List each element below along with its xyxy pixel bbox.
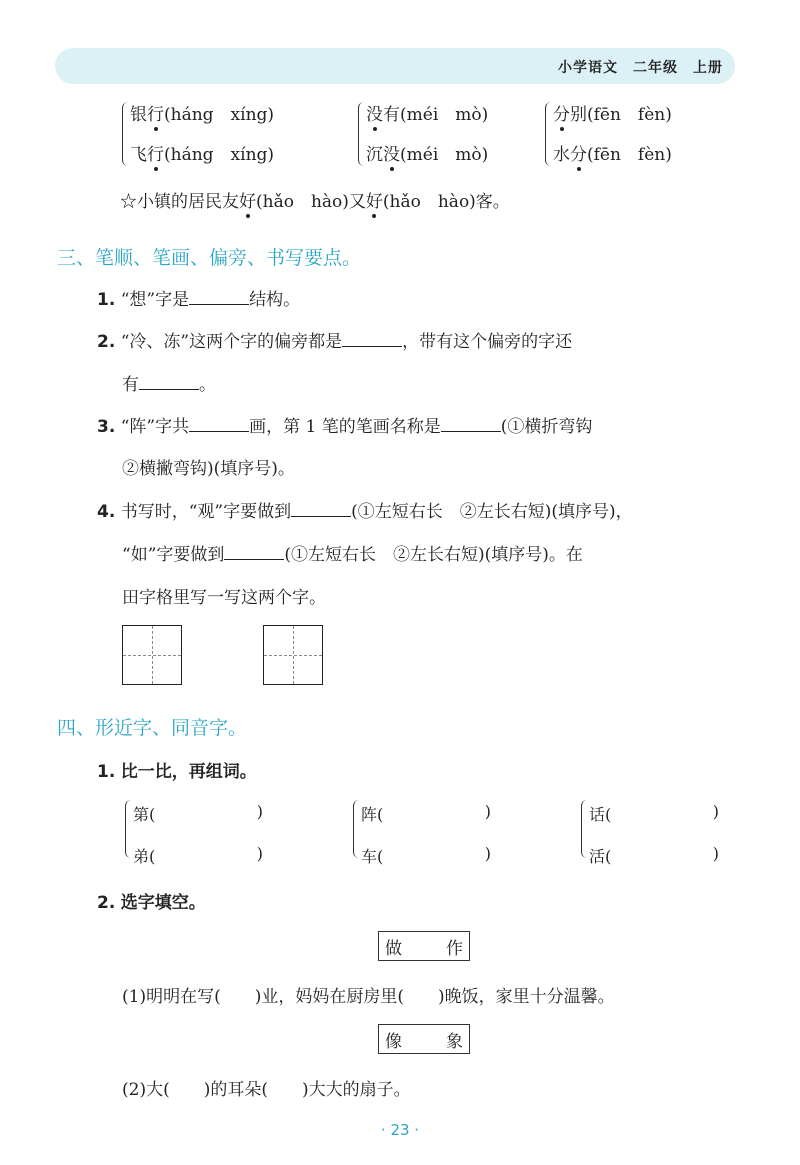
page-header-banner (55, 48, 735, 84)
word-text: 沉 (366, 145, 383, 165)
question-3-3: 3. “阵”字共 画，第 1 笔的笔画名称是 (①横折弯钩 (97, 417, 593, 437)
answer-blank[interactable] (139, 375, 199, 390)
choice-box-1: 做 作 (378, 931, 470, 961)
word-text: 飞 (130, 145, 147, 165)
question-4-1: 1. 比一比，再组词。 (97, 762, 257, 782)
question-3-4: 4. 书写时，“观”字要做到 (①左短右长 ②左长右短)(填序号)， (97, 502, 633, 522)
pinyin-options: 有(méi mò) (383, 105, 489, 125)
question-4-2: 2. 选字填空。 (97, 893, 206, 913)
section-3-title: 三、笔顺、笔画、偏旁、书写要点。 (57, 247, 362, 269)
page-number: · 23 · (380, 1121, 420, 1139)
answer-blank[interactable] (291, 502, 351, 517)
choice-box-2: 像 象 (378, 1024, 470, 1054)
brace-icon (545, 102, 552, 166)
answer-blank[interactable] (189, 417, 249, 432)
header-title: 小学语文 二年级 上册 (558, 60, 723, 76)
word-text: 银 (130, 105, 147, 125)
dotted-char: 没 (366, 105, 383, 125)
brace-icon (358, 102, 365, 166)
brace-icon (125, 800, 132, 858)
pinyin-options: (háng xíng) (164, 145, 275, 165)
section-4-title: 四、形近字、同音字。 (57, 717, 248, 739)
dotted-char: 行 (147, 145, 164, 165)
dotted-char: 好 (365, 192, 383, 212)
pinyin-options: (méi mò) (400, 145, 489, 165)
star-question: ☆小镇的居民友好(hǎo hào)又好(hǎo hào)客。 (120, 192, 510, 212)
question-3-2: 2. “冷、冻”这两个字的偏旁都是 ，带有这个偏旁的字还 (97, 332, 573, 352)
question-3-4-cont2: 田字格里写一写这两个字。 (122, 588, 326, 608)
tianzige-grid-1[interactable] (122, 625, 182, 685)
dotted-char: 分 (553, 105, 570, 125)
answer-blank[interactable] (441, 417, 501, 432)
question-3-3-cont: ②横撇弯钩)(填序号)。 (122, 459, 295, 479)
tianzige-grid-2[interactable] (263, 625, 323, 685)
answer-blank[interactable] (189, 290, 249, 305)
pinyin-options: 别(fēn fèn) (570, 105, 672, 125)
question-3-2-cont: 有 。 (122, 375, 216, 395)
question-3-4-cont: “如”字要做到 (①左短右长 ②左长右短)(填序号)。在 (122, 545, 583, 565)
dotted-char: 没 (383, 145, 400, 165)
answer-blank[interactable] (224, 545, 284, 560)
dotted-char: 好 (239, 192, 256, 212)
dotted-char: 行 (147, 105, 164, 125)
sentence-2: (2)大( )的耳朵( )大大的扇子。 (122, 1080, 411, 1100)
brace-icon (581, 800, 588, 858)
sentence-1: (1)明明在写( )业，妈妈在厨房里( )晚饭，家里十分温馨。 (122, 987, 615, 1007)
pinyin-options: (fēn fèn) (587, 145, 672, 165)
pinyin-options: (háng xíng) (164, 105, 275, 125)
dotted-char: 分 (570, 145, 587, 165)
answer-blank[interactable] (342, 332, 402, 347)
word-text: 水 (553, 145, 570, 165)
question-3-1: 1. “想”字是 结构。 (97, 290, 301, 310)
brace-icon (353, 800, 360, 858)
brace-icon (122, 102, 129, 166)
